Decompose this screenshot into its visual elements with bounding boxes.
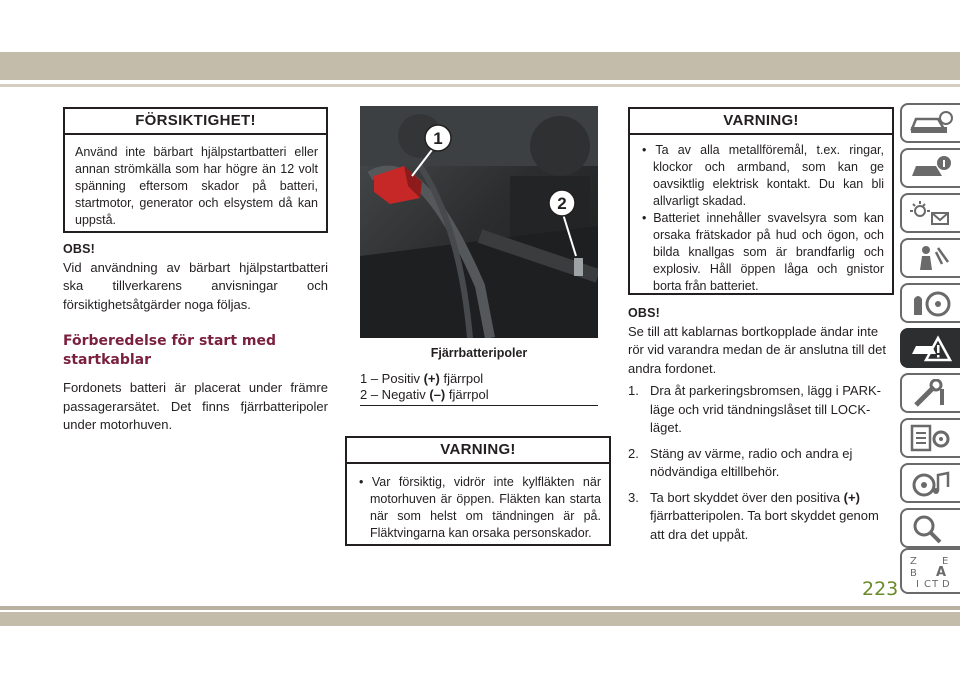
warning-item: • Batteriet innehåller svavelsyra som kan orsaka frätskador på hud och ögon, och bilda knallgas som är brandfarlig och explosiv. Håll öppen låga och gnistor borta från batteriet. — [642, 211, 884, 293]
tab-safety[interactable] — [900, 238, 960, 278]
callout-2-label: 2 — [557, 194, 567, 213]
obs-text: Se till att kablarnas bortkopplade ändar inte rör vid varandra medan de är anslutna till det andra fordonet. — [628, 323, 886, 376]
header-rule — [0, 84, 960, 87]
warning-item: • Var försiktig, vidrör inte kylfläkten när motorhuven är öppen. Fläkten kan starta när som helst om tändningen är på. Fläktvingarna kan orsaka personskador. — [359, 475, 601, 540]
obs-label: OBS! — [628, 306, 661, 320]
warning-box-battery — [628, 107, 894, 295]
tab-servicing-maintenance[interactable] — [900, 373, 960, 413]
tab-index[interactable] — [900, 548, 960, 594]
svg-text:T: T — [932, 579, 939, 590]
caution-title: FÖRSIKTIGHET! — [65, 109, 326, 135]
spec-sheet-gear-icon — [908, 424, 954, 454]
page-number: 223 — [862, 578, 899, 600]
svg-text:E: E — [942, 556, 949, 567]
figure-title: Fjärrbatteripoler — [430, 346, 528, 360]
warning-title: VARNING! — [630, 109, 892, 135]
tab-getting-to-know[interactable] — [900, 148, 960, 188]
warning-item: • Ta av alla metallföremål, t.ex. ringar, klockor och armband, som kan ge oavsiktlig elektrisk kontakt. Du kan bli allvarligt skadad. — [642, 143, 884, 208]
svg-text:Z: Z — [910, 556, 917, 567]
legend-rule — [360, 405, 598, 406]
tab-multimedia[interactable] — [900, 463, 960, 503]
svg-text:D: D — [942, 579, 950, 590]
step-3: 3. Ta bort skyddet över den positiva (+) fjärrbatteripolen. Ta bort skyddet genom att dra det uppåt. — [628, 489, 879, 542]
legend-item-1: 1 – Positiv (+) fjärrpol — [360, 371, 484, 386]
svg-text:C: C — [924, 579, 931, 590]
car-icon — [908, 109, 954, 139]
left-column — [63, 240, 328, 435]
car-info-icon — [908, 154, 954, 184]
footer-rule — [0, 606, 960, 610]
warning-title: VARNING! — [347, 438, 609, 464]
legend-item-2: 2 – Negativ (–) fjärrpol — [360, 387, 489, 402]
step-2: 2. Stäng av värme, radio och andra ej nödvändiga eltillbehör. — [628, 445, 853, 479]
header-band — [0, 52, 960, 80]
figure-legend — [360, 371, 598, 403]
tab-in-case-of-emergency[interactable] — [900, 328, 960, 368]
battery-photo — [360, 106, 598, 338]
tab-instrument-panel[interactable] — [900, 193, 960, 233]
tab-vehicle-overview[interactable] — [900, 103, 960, 143]
obs-label: OBS! — [63, 242, 96, 256]
tab-technical-specifications[interactable] — [900, 418, 960, 458]
warning-lights-icon — [908, 199, 954, 229]
caution-text: Använd inte bärbart hjälpstartbatteri eller annan strömkälla som har högre än 12 volt spänning eftersom skador på batteri, startmotor, generator och elsystem då kan uppstå. — [75, 145, 318, 227]
emergency-icon — [908, 334, 954, 364]
section-text: Fordonets batteri är placerat under främre passagerarsätet. Det finns fjärrbatteripoler under motorhuven. — [63, 380, 328, 432]
svg-text:B: B — [910, 568, 917, 579]
section-heading: Förberedelse för start med startkablar — [63, 333, 276, 368]
tab-customer-assistance[interactable] — [900, 508, 960, 548]
caution-box — [63, 107, 328, 233]
footer-band — [0, 612, 960, 626]
engine-bay-illustration — [360, 106, 598, 338]
callout-1-label: 1 — [433, 129, 443, 148]
obs-text: Vid användning av bärbart hjälpstartbatteri ska tillverkarens anvisningar och försiktighetsåtgärder noga följas. — [63, 259, 328, 312]
warning-box-fan — [345, 436, 611, 546]
svg-text:I: I — [916, 579, 919, 590]
airbag-seat-icon — [908, 244, 954, 274]
index-letters-icon — [908, 554, 954, 592]
svg-text:A: A — [936, 565, 947, 580]
steering-wheel-icon — [908, 289, 954, 319]
multimedia-icon — [908, 469, 954, 499]
magnifier-icon — [908, 514, 954, 544]
step-1: 1. Dra åt parkeringsbromsen, lägg i PARK-läge och vrid tändningslåset till LOCK-läget. — [628, 383, 881, 435]
right-column — [628, 304, 894, 551]
wrench-icon — [908, 379, 954, 409]
procedure-steps — [628, 382, 894, 544]
negative-terminal-post — [574, 258, 583, 276]
tab-starting-operating[interactable] — [900, 283, 960, 323]
